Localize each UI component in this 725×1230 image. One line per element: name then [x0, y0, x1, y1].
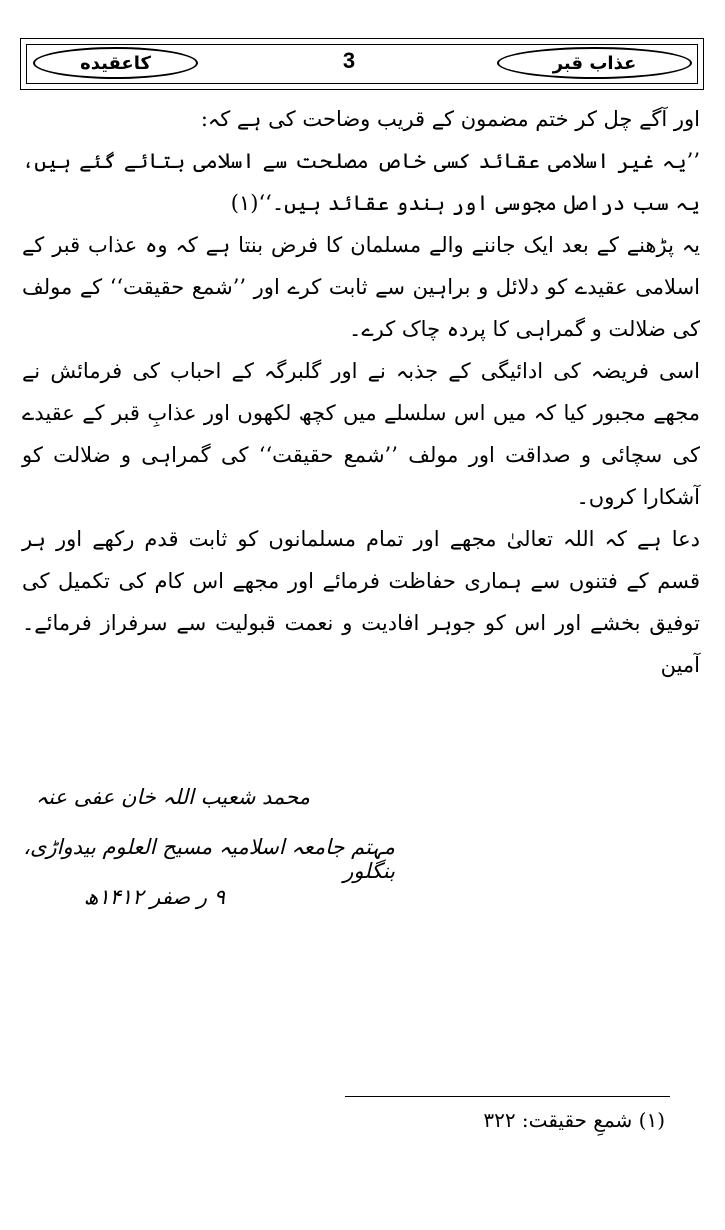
signature-name: محمد شعیب اللہ خان عفی عنہ — [35, 785, 310, 809]
paragraph-1: اور آگے چل کر ختم مضمون کے قریب وضاحت کی ہے کہ: — [200, 107, 700, 131]
footnote-divider — [345, 1096, 670, 1097]
signature-date: ۹ ر صفر ۱۴۱۲ھ — [83, 885, 225, 909]
header-right-label: عذاب قبر — [497, 47, 692, 79]
signature-role: مہتم جامعہ اسلامیہ مسیح العلوم بیدواڑی، بنگلور — [23, 835, 395, 883]
paragraph-2: ’’یہ غیر اسلامی عقائد کسی خاص مصلحت سے اسلامی بتائے گئے ہیں، یہ سب دراصل مجوسی اور ہندو عقائد ہیں۔‘‘(۱) — [22, 149, 700, 215]
header-left-label: كاعقيده — [33, 47, 198, 79]
body-text — [22, 98, 700, 686]
page-number: 3 — [342, 48, 356, 73]
paragraph-4: اسی فریضہ کی ادائیگی کے جذبہ نے اور گلبرگہ کے احباب کی فرمائش نے مجھے مجبور کیا کہ میں اس سلسلے میں کچھ لکھوں اور عذابِ قبر کے عقیدے کی سچائی و صداقت اور مولف ’’شمع حقیقت‘‘ کی گمراہی و ضلالت کو آشکارا کروں۔ — [22, 359, 700, 509]
footnote: (۱) شمعِ حقیقت: ۳۲۲ — [483, 1108, 665, 1132]
paragraph-5: دعا ہے کہ اللہ تعالیٰ مجھے اور تمام مسلمانوں کو ثابت قدم رکھے اور ہر قسم کے فتنوں سے ہماری حفاظت فرمائے اور مجھے اس کام کی تکمیل کی توفیق بخشے اور اس کو جوہر افادیت و نعمت قبولیت سے سرفراز فرمائے۔ آمین — [22, 527, 700, 677]
paragraph-3: یہ پڑھنے کے بعد ایک جاننے والے مسلمان کا فرض بنتا ہے کہ وہ عذاب قبر کے اسلامی عقیدے کو دلائل و براہین سے ثابت کرے اور ’’شمع حقیقت‘‘ کے مولف کی ضلالت و گمراہی کا پردہ چاک کرے۔ — [22, 233, 700, 341]
